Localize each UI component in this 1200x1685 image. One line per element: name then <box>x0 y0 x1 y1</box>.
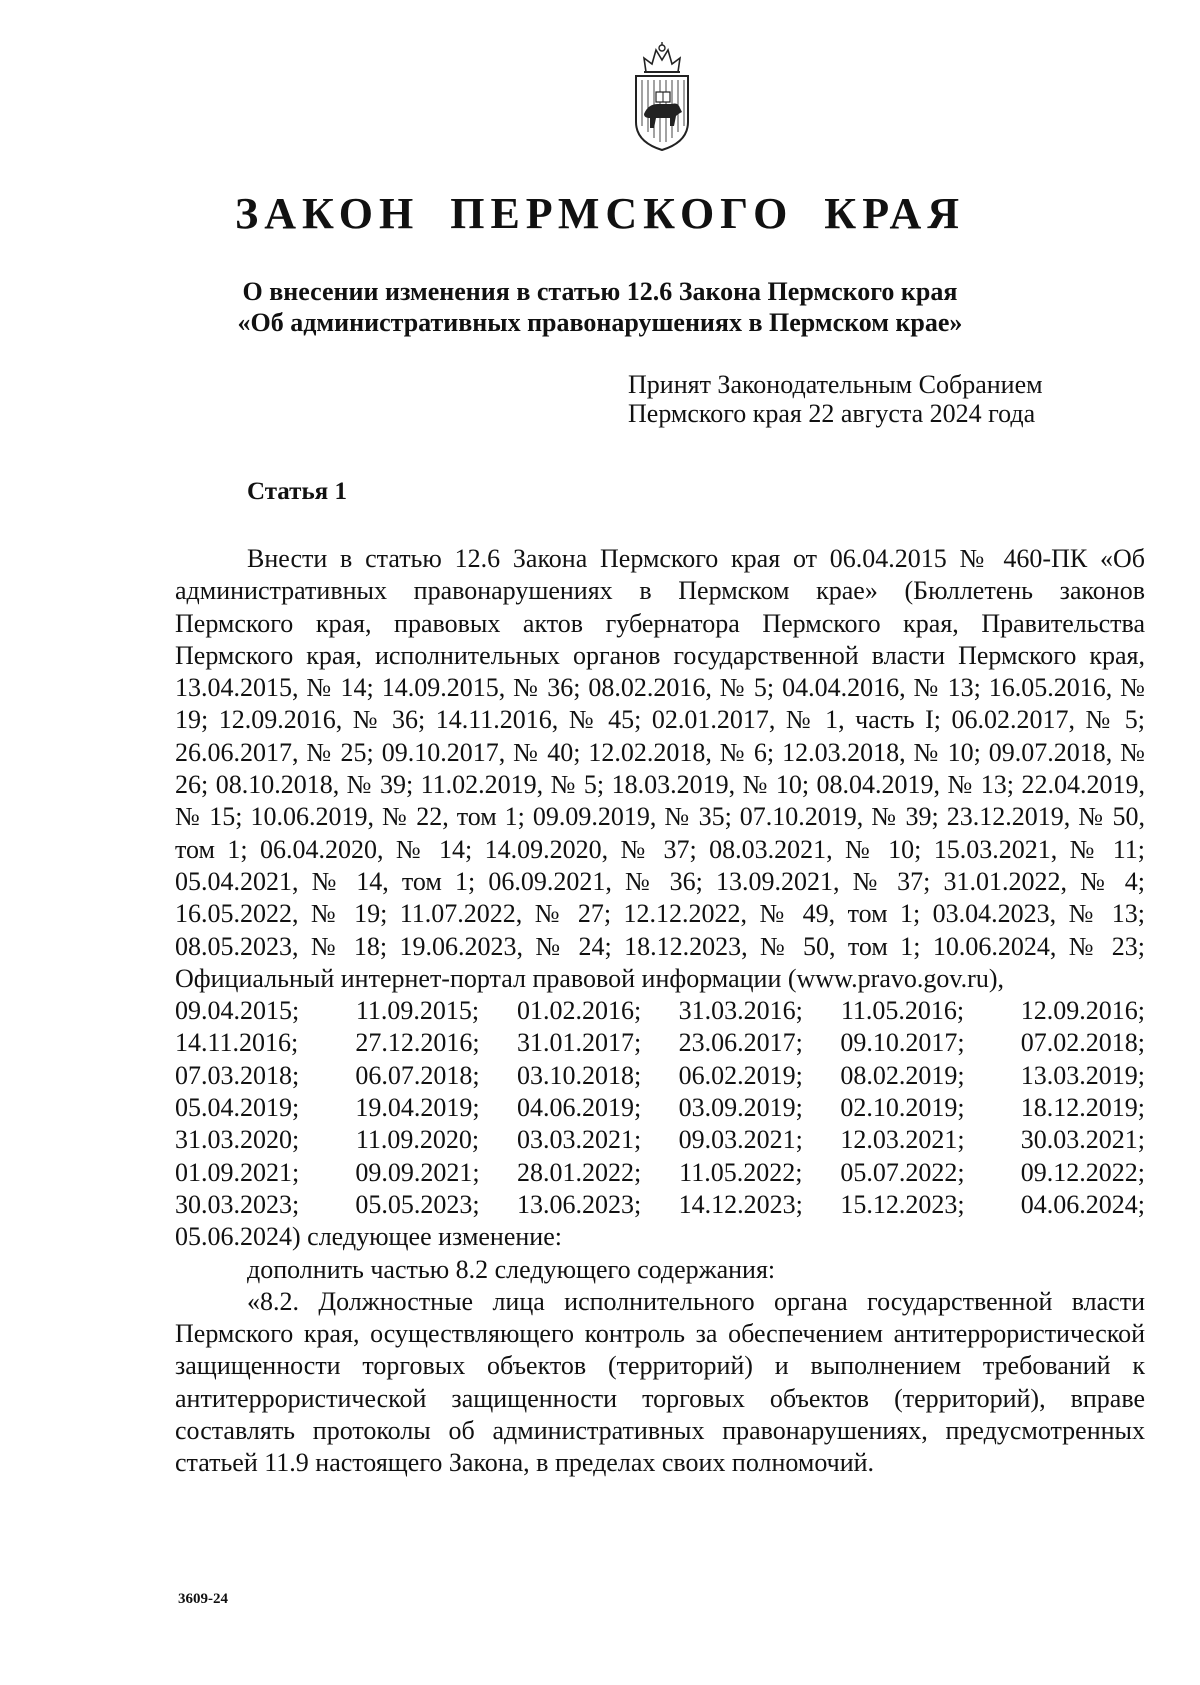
date-cell: 11.05.2022; <box>679 1157 803 1187</box>
date-cell: 01.02.2016; <box>517 996 642 1026</box>
date-cell: 11.05.2016; <box>840 996 965 1026</box>
subtitle-line: О внесении изменения в статью 12.6 Закона Пермского края <box>242 277 958 306</box>
new-clause-paragraph: «8.2. Должностные лица исполнительного органа государственной власти Пермского края, осуществляющего контроль за обеспечением антитеррористической защищенности торговых объектов (территорий) и выполнением требований к антитеррористической защищенности торговых объектов (территорий), вправе составлять протоколы об административных правонарушениях, предусмотренных статьей 11.9 настоящего Закона, в пределах своих полномочий. <box>175 1286 1145 1478</box>
date-cell: 02.10.2019; <box>840 1093 965 1123</box>
table-row <box>175 995 1145 1027</box>
date-cell: 19.04.2019; <box>355 1093 480 1123</box>
date-cell: 11.09.2015; <box>355 996 480 1026</box>
date-cell: 13.06.2023; <box>517 1189 642 1219</box>
date-cell: 09.03.2021; <box>678 1125 803 1155</box>
date-cell: 27.12.2016; <box>355 1028 480 1058</box>
date-cell: 05.04.2019; <box>175 1093 300 1123</box>
adoption-line: Пермского края 22 августа 2024 года <box>628 399 1036 428</box>
law-subtitle <box>0 276 1200 338</box>
instruction-paragraph: дополнить частью 8.2 следующего содержания: <box>247 1254 776 1284</box>
date-cell: 03.03.2021; <box>517 1125 642 1155</box>
article-body <box>175 543 1145 1480</box>
date-cell: 11.09.2020; <box>355 1125 480 1155</box>
article-heading: Статья 1 <box>247 478 347 505</box>
date-cell: 31.03.2020; <box>175 1125 300 1155</box>
date-cell: 09.09.2021; <box>355 1157 480 1187</box>
adoption-line: Принят Законодательным Собранием <box>628 370 1043 399</box>
date-cell: 07.02.2018; <box>1020 1028 1145 1058</box>
date-cell: 06.07.2018; <box>355 1060 480 1090</box>
date-cell: 28.01.2022; <box>517 1157 642 1187</box>
closing-line: 05.06.2024) следующее изменение: <box>175 1222 562 1252</box>
date-cell: 04.06.2024; <box>1020 1189 1145 1219</box>
date-cell: 01.09.2021; <box>175 1157 300 1187</box>
table-row <box>175 1060 1145 1092</box>
date-cell: 03.09.2019; <box>678 1093 803 1123</box>
law-title: ЗАКОН ПЕРМСКОГО КРАЯ <box>234 189 966 238</box>
date-cell: 08.02.2019; <box>840 1060 965 1090</box>
date-cell: 09.10.2017; <box>840 1028 965 1058</box>
date-cell: 14.11.2016; <box>175 1028 299 1058</box>
perm-krai-coat-of-arms-icon <box>628 42 696 152</box>
intro-paragraph: Внести в статью 12.6 Закона Пермского края от 06.04.2015 № 460-ПК «Об административных правонарушениях в Пермском крае» (Бюллетень законов Пермского края, правовых актов губернатора Пермского края, Правительства Пермского края, исполнительных органов государственной власти Пермского края, 13.04.2015, № 14; 14.09.2015, № 36; 08.02.2016, № 5; 04.04.2016, № 13; 16.05.2016, № 19; 12.09.2016, № 36; 14.11.2016, № 45; 02.01.2017, № 1, часть I; 06.02.2017, № 5; 26.06.2017, № 25; 09.10.2017, № 40; 12.02.2018, № 6; 12.03.2018, № 10; 09.07.2018, № 26; 08.10.2018, № 39; 11.02.2019, № 5; 18.03.2019, № 10; 08.04.2019, № 13; 22.04.2019, № 15; 10.06.2019, № 22, том 1; 09.09.2019, № 35; 07.10.2019, № 39; 23.12.2019, № 50, том 1; 06.04.2020, № 14; 14.09.2020, № 37; 08.03.2021, № 10; 15.03.2021, № 11; 05.04.2021, № 14, том 1; 06.09.2021, № 36; 13.09.2021, № 37; 31.01.2022, № 4; 16.05.2022, № 19; 11.07.2022, № 27; 12.12.2022, № 49, том 1; 03.04.2023, № 13; 08.05.2023, № 18; 19.06.2023, № 24; 18.12.2023, № 50, том 1; 10.06.2024, № 23; Официальный интернет-портал правовой информации (www.pravo.gov.ru), <box>175 544 1145 993</box>
date-cell: 06.02.2019; <box>678 1060 803 1090</box>
date-cell: 18.12.2019; <box>1020 1093 1145 1123</box>
subtitle-line: «Об административных правонарушениях в Пермском крае» <box>237 308 963 337</box>
date-cell: 05.05.2023; <box>355 1189 480 1219</box>
date-cell: 05.07.2022; <box>840 1157 965 1187</box>
date-cell: 13.03.2019; <box>1020 1060 1145 1090</box>
date-cell: 31.03.2016; <box>678 996 803 1026</box>
date-cell: 15.12.2023; <box>840 1189 965 1219</box>
table-row <box>175 1124 1145 1156</box>
date-cell: 23.06.2017; <box>678 1028 803 1058</box>
date-cell: 12.09.2016; <box>1020 996 1145 1026</box>
table-row <box>175 1027 1145 1059</box>
table-row <box>175 1092 1145 1124</box>
date-cell: 31.01.2017; <box>517 1028 642 1058</box>
document-registration-code: 3609-24 <box>178 1591 228 1607</box>
table-row <box>175 1189 1145 1221</box>
date-cell: 09.04.2015; <box>175 996 300 1026</box>
date-cell: 09.12.2022; <box>1020 1157 1145 1187</box>
date-cell: 12.03.2021; <box>840 1125 965 1155</box>
date-cell: 30.03.2023; <box>175 1189 300 1219</box>
portal-dates-table <box>175 995 1145 1221</box>
date-cell: 07.03.2018; <box>175 1060 300 1090</box>
date-cell: 14.12.2023; <box>678 1189 803 1219</box>
date-cell: 04.06.2019; <box>517 1093 642 1123</box>
date-cell: 03.10.2018; <box>517 1060 642 1090</box>
adoption-statement <box>628 370 1168 428</box>
table-row <box>175 1157 1145 1189</box>
date-cell: 30.03.2021; <box>1020 1125 1145 1155</box>
